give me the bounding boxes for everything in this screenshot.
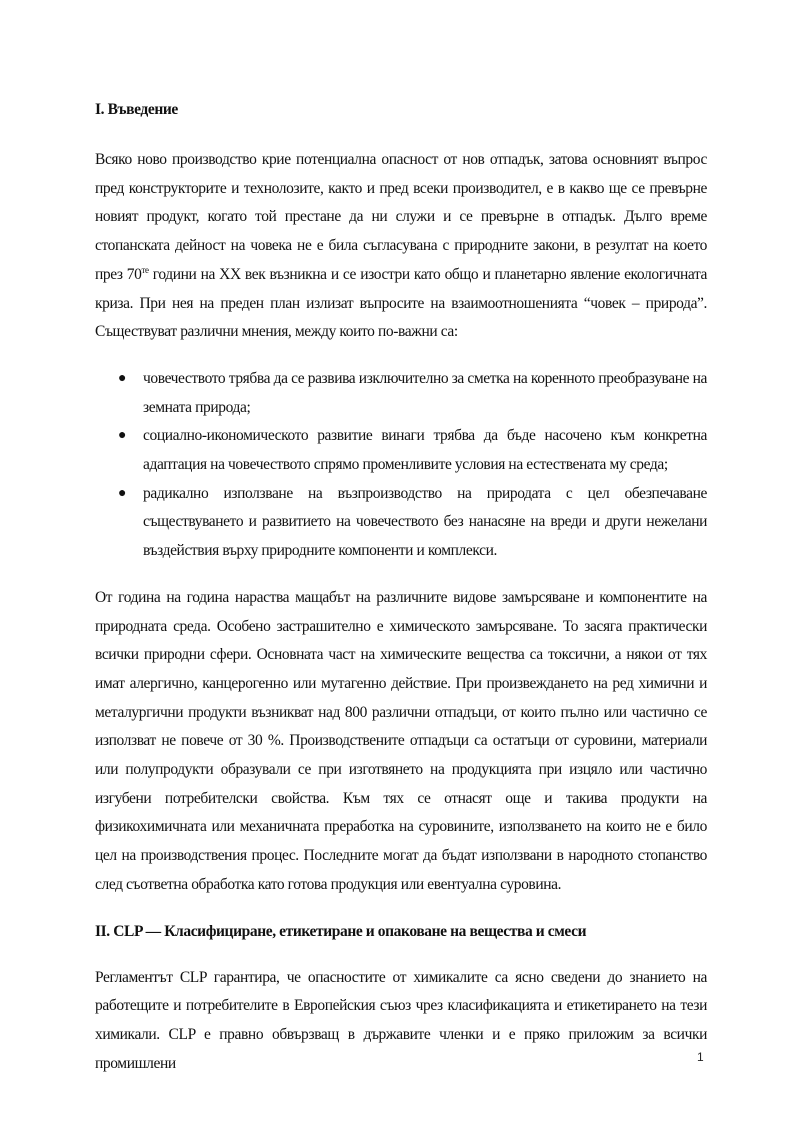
opinions-list-wrapper (95, 365, 707, 566)
clp-paragraph: Регламентът CLP гарантира, че опасностите от химикалите са ясно сведени до знанието на работещите и потребителите в Европейския съюз чрез класификацията и етикетирането на тези химикали. CLP е правно обвързващ в държавите членки и е пряко приложим за всички промишлени (95, 968, 707, 1072)
introduction-text-part2: години на ХХ век възникна и се изостри като общо и планетарно явление екологичната криза. При нея на преден план излизат въпросите на взаимоотношенията “човек – природа”. Съществуват различни мнения, между които по-важни са: (95, 265, 707, 341)
bullet-icon: ● (118, 370, 127, 386)
list-item-text: човечеството трябва да се развива изключително за сметка на коренното преобразуване на земната природа; (143, 369, 707, 416)
bullet-icon: ● (118, 428, 127, 444)
introduction-text-part1: Всяко ново производство крие потенциална опасност от нов отпадък, затова основният въпрос пред конструкторите и технолозите, както и пред всеки производител, е в какво ще се превърне новият продукт, когато той престане да ни служи и се превърне в отпадък. Дълго време стопанската дейност на човека не е била съгласувана с природните закони, в резултат на което през 70 (95, 151, 707, 283)
list-item-text: социално-икономическото развитие винаги трябва да бъде насочено към конкретна адаптация на човечеството спрямо променливите условия на естествената му среда; (143, 427, 707, 474)
list-item (95, 365, 707, 422)
section-heading-introduction: I. Въведение (95, 101, 178, 118)
page-number: 1 (697, 1050, 704, 1064)
opinions-bullet-list (95, 365, 707, 566)
bullet-icon: ● (118, 485, 127, 501)
superscript-suffix: те (141, 264, 149, 275)
list-item (95, 480, 707, 566)
list-item-text: радикално използване на възпроизводство на природата с цел обезпечаване съществуването и развитието на човечеството без нанасяне на вреди и други нежелани въздействия върху природните компоненти и комплекси. (143, 484, 707, 560)
pollution-paragraph: От година на година нараства мащабът на различните видове замърсяване и компонентите на природната среда. Особено застрашително е химическото замърсяване. То засяга практически всички природни сфери. Основната част на химическите вещества са токсични, а някои от тях имат алергично, канцерогенно или мутагенно действие. При произвеждането на ред химични и металургични продукти възникват над 800 различни отпадъци, от които пълно или частично се използват не повече от 30 %. Производствените отпадъци са остатъци от суровини, материали или полупродукти образували се при изготвянето на продукцията при изцяло или частично изгубени потребителски свойства. Към тях се отнасят още и такива продукти на физикохимичната или механичната преработка на суровините, използването на които не е било цел на производствения процес. Последните могат да бъдат използвани в народното стопанство след съответна обработка като готова продукция или евентуална суровина. (95, 588, 707, 893)
list-item (95, 422, 707, 479)
section-heading-clp: II. CLP — Класифициране, етикетиране и опаковане на вещества и смеси (95, 922, 587, 940)
introduction-paragraph (95, 146, 707, 347)
document-page (95, 96, 707, 1078)
